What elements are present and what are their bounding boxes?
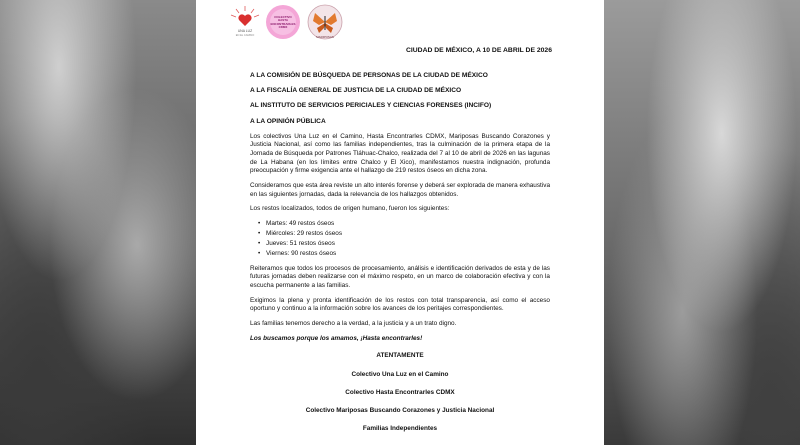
paragraph: Los colectivos Una Luz en el Camino, Hasta Encontrarles CDMX, Mariposas Buscando Corazones y Justicia Nacional, así como las familias independientes, tras la culminación de la primera etapa de la Jornada de Búsqueda por Patrones Tláhuac-Chalco, realizada del 7 al 10 de abril de 2026 en las lagunas de La Habana (en los límites entre Chalco y El Xico), manifestamos nuestra indignación, profunda preocupación y firme exigencia ante el hallazgo de 219 restos óseos en dicha zona. <box>250 132 550 175</box>
logo-row <box>196 4 604 38</box>
remains-list <box>250 220 550 259</box>
signature-line: Familias Independientes <box>362 425 438 433</box>
blurred-background-right <box>604 0 800 445</box>
signature-line: Colectivo Mariposas Buscando Corazones y Justicia Nacional <box>305 406 495 414</box>
addressee: AL INSTITUTO DE SERVICIOS PERICIALES Y CIENCIAS FORENSES (INCIFO) <box>250 102 492 110</box>
svg-text:MARIPOSAS: MARIPOSAS <box>316 35 334 39</box>
addressee: A LA OPINIÓN PÚBLICA <box>250 117 326 125</box>
list-item: • Viernes: 90 restos óseos <box>266 250 550 259</box>
signature-line: Colectivo Una Luz en el Camino <box>351 370 449 378</box>
paragraph: Consideramos que esta área reviste un alto interés forense y deberá ser explorada de manera exhaustiva en las siguientes jornadas, dada la relevancia de los hallazgos obtenidos. <box>250 181 550 198</box>
svg-text:EN EL CAMINO: EN EL CAMINO <box>235 34 255 37</box>
document-page <box>196 0 604 445</box>
list-item: • Miércoles: 29 restos óseos <box>266 230 550 239</box>
signature-line: Colectivo Hasta Encontrarles CDMX <box>345 388 455 396</box>
paragraph: Las familias tenemos derecho a la verdad, a la justicia y a un trato digno. <box>250 319 457 327</box>
list-item: • Martes: 49 restos óseos <box>266 220 550 229</box>
letter-body <box>250 72 550 443</box>
paragraph: Los restos localizados, todos de origen humano, fueron los siguientes: <box>250 205 450 213</box>
svg-text:UNA LUZ: UNA LUZ <box>237 29 253 33</box>
blurred-background-left <box>0 0 196 445</box>
paragraph: Reiteramos que todos los procesos de procesamiento, análisis e identificación derivados de esta y de las futuras jornadas deben realizarse con el máximo respeto, en un marco de colaboración efectiva y con la escucha permanente a las familias. <box>250 264 550 289</box>
hasta-encontrarles-logo: COLECTIVO HASTA ENCONTRARLES CDMX <box>265 4 301 40</box>
paragraph: Exigimos la plena y pronta identificación de los restos con total transparencia, así como el acceso oportuno y continuo a la información sobre los avances de los peritajes correspondientes. <box>250 296 550 313</box>
una-luz-logo <box>226 4 264 38</box>
mariposas-logo <box>307 4 343 40</box>
slogan: Los buscamos porque los amamos, ¡Hasta encontrarles! <box>250 334 423 342</box>
addressee: A LA FISCALÍA GENERAL DE JUSTICIA DE LA CIUDAD DE MÉXICO <box>250 87 462 95</box>
addressee: A LA COMISIÓN DE BÚSQUEDA DE PERSONAS DE LA CIUDAD DE MÉXICO <box>250 72 488 79</box>
list-item: • Jueves: 51 restos óseos <box>266 240 550 249</box>
place-and-date: CIUDAD DE MÉXICO, A 10 DE ABRIL DE 2026 <box>405 47 552 54</box>
closing: ATENTAMENTE <box>376 352 424 360</box>
